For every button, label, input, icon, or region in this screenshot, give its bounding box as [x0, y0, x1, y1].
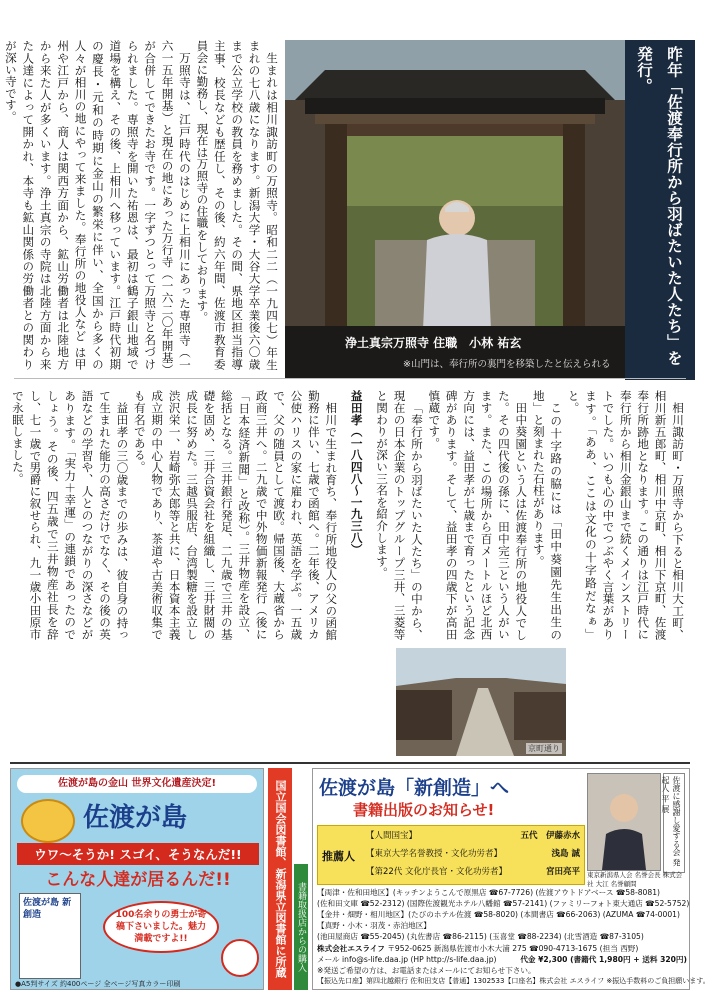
store-line-4: 【真野・小木・羽茂・赤泊地区】: [317, 921, 431, 930]
divider-line: [14, 378, 686, 379]
headline-line-1: 昨年「佐渡奉行所から羽ばたいた人たち」を発行。: [635, 46, 683, 366]
ad-left-book-cover: [19, 893, 81, 979]
photo-caption-name: 浄土真宗万照寺 住職 小林 祐玄: [345, 336, 522, 350]
street-photo-caption: 京町通り: [528, 744, 560, 753]
publisher-contact-line: [317, 954, 687, 965]
author-photo: [587, 773, 661, 871]
endorse-1-left: 【人間国宝】: [366, 831, 418, 841]
endorse-1-right: 五代 伊藤赤水: [520, 831, 580, 841]
article-bottom-p2: この十字路の脇には「田中葵園先生出生の地」と刻まれた石柱があります。: [531, 390, 564, 640]
price: 代金 ¥2,300 (書籍代 1,980円 + 送料 320円): [520, 955, 687, 964]
ad-right-endorse-box: [317, 825, 585, 885]
store-list: [317, 887, 690, 942]
article-top: [3, 40, 280, 370]
article-bottom-p7: 益田孝の三〇歳までの歩みは、彼自身の持って生まれた能力の高さだけでなく、その後の英語などの学習や、人とのつながりの深さなどがあります。「実力＋幸運」の連鎖であったのでしょう。その後、四五歳で三井物産社長を辞し、七一歳で男爵に叙せられ、九一歳小田原市で永眠しました。: [10, 390, 130, 640]
article-bottom-p3: 田中葵園という人は佐渡奉行所の地役人でした。その四代後の孫に、田中完三という人がいます。また、この場所から百メートルほど北西方向には、益田孝が七歳まで育ったという記念碑があります。そして、益田孝の四歳下が高田慎蔵です。: [427, 390, 529, 640]
advertisement-section: [10, 762, 710, 994]
publisher-block: [317, 943, 710, 987]
article-bottom-p1: 相川諏訪町・万照寺から下ると相川大工町、相川新五郎町、相川中京町、相川下京町、佐渡奉行所跡地となります。この通りは江戸時代に奉行所から相川金銀山まで続くメインストリートでした。いつも心の中でつぶやく言葉があります。「ああ、ここは文化の十字路だなぁ」と。: [566, 390, 685, 640]
bank-info: 【振込先口座】第四北越銀行 佐和田支店【普通】1302533【口座名】株式会社 エスライフ ※振込手数料のご負担願います。: [317, 977, 710, 985]
article-bottom: [10, 390, 686, 640]
order-notice: ※発送ご希望の方は、お電話またはメールにてお知らせ下さい。: [317, 966, 536, 975]
store-line-3: 【金井・畑野・相川地区】(たびのホテル佐渡 ☎58-8020) (本間書店 ☎66-2063) (AZUMA ☎74-0001): [317, 910, 680, 919]
publisher-line: [317, 943, 687, 954]
endorse-2-right: 浅島 誠: [551, 849, 580, 859]
temple-gate-illustration: [285, 40, 625, 358]
ad-left-title: 佐渡が島: [83, 803, 188, 833]
photo-caption-note: ※山門は、奉行所の裏門を移築したと伝えられる: [403, 359, 611, 370]
library-note-sub: 書籍取扱店からの購入: [296, 882, 306, 972]
article-top-p2: 万照寺は、江戸時代のはじめに上相川にあった専照寺（一六一五年開基）と現在の地にあった万行寺（一六二〇年開基）が合併してできたお寺です。一字ずつとって万照寺と名づけられました。専照寺を開いた祐恩は、最初は鶴子銀山地域で道場を構え、その後、上相川へ移っています。江戸時代初期の慶長・元和の時期に金山の繁栄に伴い、全国から多くの人々が相川の地にやって来ました。奉行所の地役人など は甲州や江戸から、商人は関西方面から、鉱山労働者は北陸地方から来た人が多くいます。浄土真宗の寺院は北陸方面から来た人達によって開かれ、本寺も鉱山関係の労働者との関わりが深い寺です。: [3, 40, 192, 370]
endorse-row-3: [366, 865, 580, 877]
endorse-2-left: 【東京大学名誉教授・文化功労者】: [366, 849, 503, 859]
street-illustration: [396, 648, 566, 756]
library-note-main: 国立国会図書館、新潟県立図書館に所蔵: [274, 780, 287, 978]
store-line-5: (池田屋商店 ☎55-2045) (丸佐書店 ☎86-2115) (玉喜堂 ☎88-2234) (北雪酒造 ☎87-3105): [317, 932, 644, 941]
library-note: [268, 768, 292, 990]
article-bottom-p6: 相川で生まれ育ち、奉行所地役人の父の函館勤務に伴い、七歳で函館へ。二年後、アメリカ公使ハリスの家に雇われ、英語を学ぶ。一五歳で、父の随員として渡欧。帰国後、大蔵省から政商三井へ。二九歳で中外物価新報発行（後に「日本経済新聞」と改称）。三井物産を設立、総括となる。三井銀行発足、二九歳で三井の基礎を固め、三井合資会社を組織し、三井財閥の成長に努めた。三越呉服店、台湾製糖を設立し渋沢栄一、岩崎弥太郎等と共に、日本資本主義成立期の中心人物であり、茶道や古美術収集でも有名である。: [132, 390, 339, 640]
ad-right-recommender-label: 推薦人: [322, 850, 355, 863]
article-bottom-p5: 益田孝（一八四八〜一九三八）: [349, 390, 364, 556]
author-portrait-illustration: [588, 774, 660, 870]
ad-left-mascot-icon: [21, 799, 75, 843]
endorse-3-left: 【第22代 文化庁長官・文化功労者】: [366, 867, 508, 877]
library-note-sub-box: [294, 864, 308, 990]
ad-left-note: ●A5判サイズ 約400ページ 全ページ写真カラー印刷: [15, 980, 181, 988]
ad-right-title: 佐渡が島「新創造」へ: [319, 777, 510, 799]
store-line-1: 【両津・佐和田地区】(キッチンようこんで原黒店 ☎67-7726) (佐渡アウトドアベース ☎58-8081): [317, 888, 661, 897]
ad-left-book-title: 佐渡が島 新創造: [23, 898, 72, 920]
ad-left-bubble: 100名余りの勇士が寄稿下さいました。魅力満載ですよ!!: [103, 901, 219, 953]
ad-left-banner: 佐渡が島の金山 世界文化遺産決定!: [17, 775, 257, 793]
ad-left-catch-1: ウワ〜そうか! スゴイ、そうなんだ!!: [17, 843, 259, 865]
publisher-name: 株式会社エスライフ: [317, 944, 385, 953]
ad-right-subtitle: 書籍出版のお知らせ!: [353, 801, 495, 819]
author-vertical-note: 佐渡に感謝し愛する会 発起人 平 展: [663, 773, 685, 873]
ad-left: [10, 768, 264, 990]
publisher-address: 〒952-0625 新潟県佐渡市小木大浦 275 ☎090-4713-1675 (担当 西野): [387, 944, 639, 953]
endorse-row-2: [366, 847, 580, 859]
article-bottom-p4: 「奉行所から羽ばたいた人たち」の中から、現在の日本企業のトップグループ三井、三菱等と関わりが深い三名を紹介します。: [375, 390, 424, 640]
ad-right: [312, 768, 710, 990]
ad-left-catch-2: こんな人達が居るんだ!!: [45, 870, 231, 890]
endorse-row-1: [366, 829, 580, 841]
author-card: 東京新潟県人会 名誉会長 株式会社 大江 名誉顧問: [587, 871, 683, 888]
photo-caption-bar: [285, 326, 625, 378]
store-line-2: (佐和田文庫 ☎52-2312) (国際佐渡観光ホテル八幡館 ☎57-2141) (ファミリーフォト東大通店 ☎52-5752): [317, 899, 690, 908]
ad-left-bird-icon: [221, 939, 259, 977]
publisher-contact[interactable]: メール info@s-life.daa.jp (HP http://s-life.daa.jp): [317, 955, 497, 964]
article-top-p1: 生まれは相川諏訪町の万照寺。昭和二二（一九四七）年生まれの七八歳になります。新潟大学・大谷大学卒業後六〇歳まで公立学校の教員を務めました。その間、県地区担当指導主事、校長なども歴任し、その後、約六年間、佐渡市教育委員会に勤務し、現在は万照寺の住職をしております。: [195, 40, 279, 370]
headline-band: [625, 40, 695, 380]
endorse-3-right: 宮田亮平: [545, 867, 580, 877]
temple-gate-photo: [285, 40, 625, 358]
street-photo: [396, 648, 566, 756]
